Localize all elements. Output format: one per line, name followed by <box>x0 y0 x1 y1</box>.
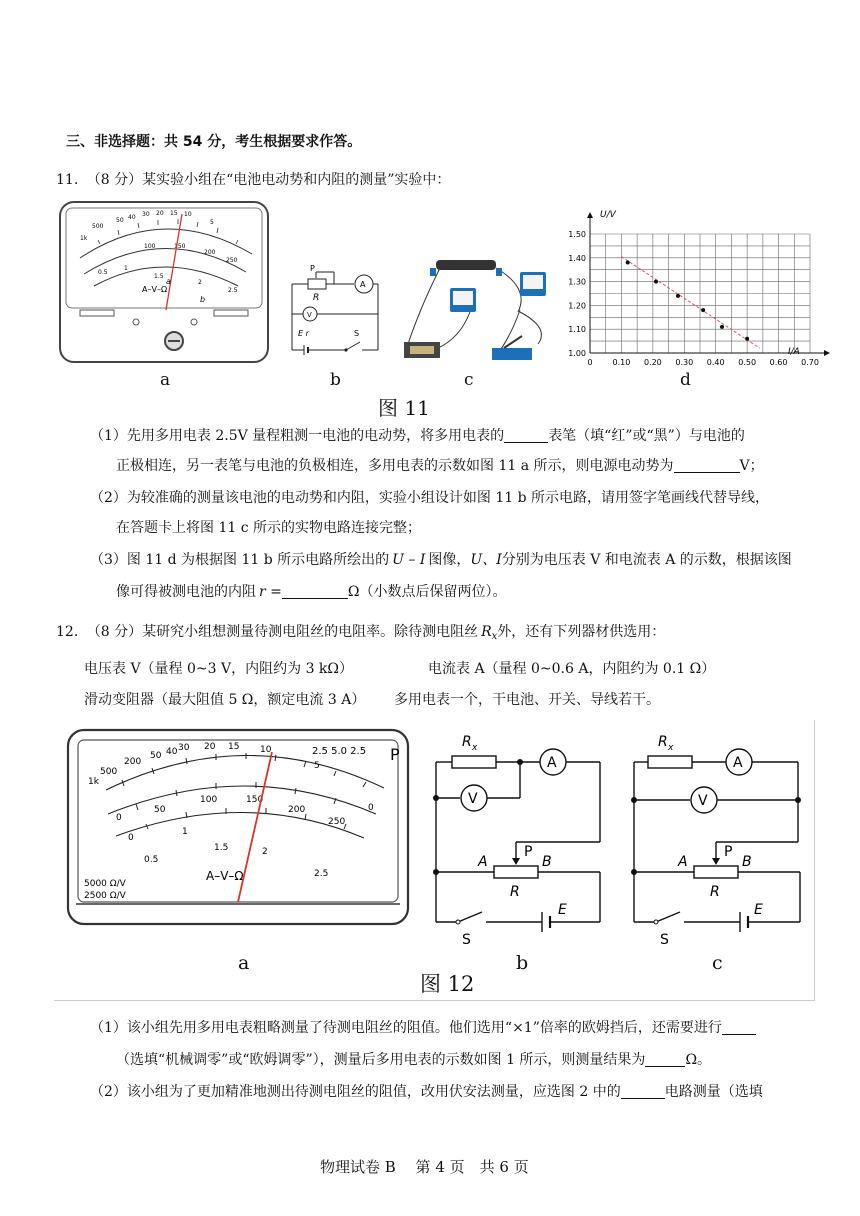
chart11d-data-point <box>676 294 680 298</box>
q12-item-voltmeter: 电压表 V（量程 0~3 V，内阻约为 3 kΩ） <box>84 661 354 677</box>
c12c-Rx-sub: x <box>668 743 674 753</box>
q12-item-rheostat: 滑动变阻器（最大阻值 5 Ω，额定电流 3 A） <box>84 692 366 708</box>
q11-p3-line2 <box>116 582 506 602</box>
q12-p1-line2 <box>116 1050 711 1070</box>
chart11d-xtick-label: 0.70 <box>801 358 819 367</box>
fig11b-label: b <box>330 370 341 390</box>
q11-p3-text-e: 像可得被测电池的内阻 <box>116 584 256 600</box>
m12-mid-tick-2: 100 <box>200 795 218 805</box>
q11-p3-text-b: 图像， <box>428 552 471 568</box>
q11-p1-text-b: 表笔（填“红”或“黑”）与电池的 <box>548 428 745 444</box>
q11-p1-line1 <box>90 426 745 446</box>
m11-ohm-tick-3: 40 <box>128 214 136 221</box>
m12-spec1: 5000 Ω/V <box>84 879 126 889</box>
q11-p1-text-c: 正极相连，另一表笔与电池的负极相连，多用电表的示数如图 11 a 所示，则电源电动势为 <box>116 458 674 474</box>
chart11d-fit-line <box>621 257 759 349</box>
q11-intro-line <box>56 170 450 190</box>
q12-p2-text-a: （2）该小组为了更加精准地测出待测电阻丝的阻值，改用伏安法测量，应选图 2 中的 <box>90 1084 621 1100</box>
fig11d-ui-graph <box>560 200 830 370</box>
m11-label-b: b <box>200 295 206 304</box>
q11-p3-r: r = <box>259 584 282 600</box>
chart11d-data-point <box>626 261 630 265</box>
chart11d-data-point <box>745 337 749 341</box>
c12c-E: E <box>754 902 763 918</box>
q11-p2-line2: 在答题卡上将图 11 c 所示的实物电路连接完整； <box>116 520 422 536</box>
q12-blank-zero[interactable] <box>722 1020 756 1035</box>
q12-p2-text-b: 电路测量（选填 <box>664 1084 763 1100</box>
m11-low-tick-3: 2 <box>198 279 202 286</box>
q11-p3-vars: U、I <box>470 552 502 568</box>
c11-label-R: R <box>313 293 320 303</box>
q12-p1-text-b: （选填“机械调零”或“欧姆调零”），测量后多用电表的示数如图 1 所示，则测量结果为 <box>116 1052 646 1068</box>
chart11d-ytick-label: 1.50 <box>568 230 586 239</box>
q11-p2-line1: （2）为较准确的测量该电池的电动势和内阻，实验小组设计如图 11 b 所示电路，请用签字笔画线代替导线， <box>90 490 770 506</box>
fig11b-circuit <box>280 262 384 360</box>
m12-low-tick-2: 1 <box>182 827 188 837</box>
c11-label-Er: E r <box>298 329 309 338</box>
m12-mid-tick-5: 250 <box>328 817 346 827</box>
m11-ohm-tick-1: 1k <box>80 235 88 242</box>
c12b-Bterm: B <box>542 854 552 870</box>
m11-ohm-tick-0: 500 <box>92 223 104 230</box>
m11-brand: A–V–Ω <box>142 285 168 294</box>
q11-p3-text-d: 分别为电压表 V 和电流表 A 的示数，根据该图 <box>501 552 792 568</box>
m11-mid-tick-1: 150 <box>174 243 186 250</box>
m12-range-text: 2.5 5.0 2.5 <box>312 746 367 757</box>
m12-mid-tick-0: 0 <box>116 813 122 823</box>
q12-rx: R <box>481 624 492 640</box>
chart11d-ytick-label: 1.20 <box>568 301 586 311</box>
c11-label-P: P <box>310 264 315 273</box>
q11-number: 11. <box>56 172 79 188</box>
q12-number: 12. <box>56 624 79 640</box>
q12-p1-line1 <box>90 1018 756 1038</box>
fig12c-label: c <box>712 952 723 974</box>
c11-label-S: S <box>354 329 360 338</box>
m11-low-tick-4: 2.5 <box>228 287 238 294</box>
rheostat <box>436 260 496 270</box>
m11-label-a: a <box>166 277 171 286</box>
q12-item-ammeter: 电流表 A（量程 0~0.6 A，内阻约为 0.1 Ω） <box>428 661 716 677</box>
m11-low-tick-2: 1.5 <box>154 273 164 280</box>
c12c-R: R <box>710 884 720 900</box>
fig11a-multimeter <box>58 200 270 366</box>
chart11d-data-point <box>701 308 705 312</box>
m12-brand: A–V–Ω <box>206 869 244 883</box>
q11-p3-text-f: Ω（小数点后保留两位）。 <box>347 584 507 600</box>
m12-ohm-tick-8: 10 <box>260 745 272 755</box>
chart11d-xtick-label: 0.60 <box>769 358 788 367</box>
c12b-E: E <box>558 902 567 918</box>
m12-mid-tick-4: 200 <box>288 805 306 815</box>
m12-ohm-tick-4: 40 <box>166 747 178 757</box>
chart11d-xtick-label: 0.50 <box>738 358 757 367</box>
c11-label-A: A <box>360 280 366 289</box>
c12c-Aterm: A <box>678 854 688 870</box>
chart11d-ytick-label: 1.40 <box>568 253 586 263</box>
q11-blank-probe[interactable] <box>504 428 548 443</box>
fig11c-label: c <box>464 370 474 390</box>
c12b-Rx-sub: x <box>472 743 478 753</box>
m12-ohm-tick-2: 200 <box>124 757 142 767</box>
c12c-S: S <box>660 932 669 948</box>
q11-p3-ui: U – I <box>392 552 426 568</box>
q12-item-misc: 多用电表一个，干电池、开关、导线若干。 <box>394 692 660 708</box>
section-header: 三、非选择题：共 54 分，考生根据要求作答。 <box>66 134 362 150</box>
chart11d-ylabel: U/V <box>600 210 616 220</box>
m12-low-tick-5: 2.5 <box>314 869 329 879</box>
fig11c-apparatus <box>400 248 560 366</box>
q12-p1-text-a: （1）该小组先用多用电表粗略测量了待测电阻丝的阻值。他们选用“×1”倍率的欧姆挡后，还需要进行 <box>90 1020 722 1036</box>
chart11d-x-arrow <box>824 350 830 356</box>
c12c-Rx: R <box>658 734 668 750</box>
q12-blank-circuit[interactable] <box>621 1084 665 1099</box>
q12-intro-b: 外，还有下列器材供选用： <box>497 624 666 640</box>
chart11d-xtick-label: 0.40 <box>706 358 725 367</box>
q11-blank-r[interactable] <box>282 584 348 599</box>
q11-p1-line2 <box>116 456 764 476</box>
m12-mid-tick-3: 150 <box>246 795 264 805</box>
m12-low-tick-0: 0 <box>128 833 134 843</box>
m12-low-tick-1: 0.5 <box>144 855 159 865</box>
q12-blank-ohm[interactable] <box>645 1052 685 1067</box>
c12b-Rx: R <box>462 734 472 750</box>
m11-ohm-tick-7: 10 <box>184 211 192 218</box>
m12-spec2: 2500 Ω/V <box>84 891 126 901</box>
m12-low-tick-3: 1.5 <box>214 843 229 853</box>
chart11d-xtick-label: 0.10 <box>612 358 631 367</box>
c12c-Bterm: B <box>742 854 752 870</box>
chart11d-ytick-label: 1.10 <box>568 325 586 335</box>
q11-intro: （8 分）某实验小组在“电池电动势和内阻的测量”实验中： <box>86 172 451 188</box>
q12-p1-text-c: Ω。 <box>685 1052 712 1068</box>
m12-ohm-tick-6: 20 <box>204 742 216 752</box>
fig11d-label: d <box>680 370 691 390</box>
chart11d-y-arrow <box>587 212 593 218</box>
m11-ohm-tick-2: 50 <box>116 217 124 224</box>
fig12-caption: 图 12 <box>420 972 475 996</box>
page-footer: 物理试卷 B 第 4 页 共 6 页 <box>320 1158 529 1176</box>
m12-ohm-tick-7: 15 <box>228 742 240 752</box>
c12b-Aterm: A <box>478 854 488 870</box>
q11-p1-text-d: V； <box>739 458 764 474</box>
q12-intro-line <box>56 622 665 647</box>
m11-ohm-tick-5: 20 <box>156 210 164 217</box>
fig12c-circuit <box>626 730 810 950</box>
m12-ohm-tick-5: 30 <box>178 743 190 753</box>
chart11d-xtick-label: 0.30 <box>675 358 694 367</box>
c12b-S: S <box>462 932 471 948</box>
switch-device <box>492 348 532 360</box>
c12b-V: V <box>468 791 478 807</box>
c12c-V: V <box>698 793 708 809</box>
m12-mid-tick-1: 50 <box>154 805 166 815</box>
m12-ohm-tick-3: 50 <box>150 751 162 761</box>
chart11d-xlabel: I/A <box>788 347 800 357</box>
chart11d-data-point <box>720 325 724 329</box>
c12b-R: R <box>510 884 520 900</box>
m11-low-tick-1: 1 <box>124 265 128 272</box>
q12-rx-sub: x <box>491 631 498 642</box>
c12b-A: A <box>547 755 557 771</box>
m11-low-tick-0: 0.5 <box>98 269 108 276</box>
q12-intro-a: （8 分）某研究小组想测量待测电阻丝的电阻率。除待测电阻丝 <box>86 624 479 640</box>
fig11-caption: 图 11 <box>378 396 430 420</box>
c11-label-V: V <box>307 311 312 319</box>
q11-p1-text-a: （1）先用多用电表 2.5V 量程粗测一电池的电动势，将多用电表的 <box>90 428 505 444</box>
m11-ohm-tick-8: 5 <box>210 219 214 226</box>
chart11d-xtick-label: 0.20 <box>643 358 662 367</box>
m11-ohm-tick-6: 15 <box>170 210 178 217</box>
m12-low-tick-4: 2 <box>262 847 268 857</box>
fig12a-multimeter <box>66 728 412 928</box>
q12-p2-line1 <box>90 1082 763 1102</box>
m11-mid-tick-2: 200 <box>204 249 216 256</box>
m11-ohm-tick-4: 30 <box>142 211 150 218</box>
m12-ohm-tick-1: 500 <box>100 767 118 777</box>
fig12a-label: a <box>238 952 250 974</box>
m12-ohm-tick-9: 5 <box>314 761 320 771</box>
chart11d-xtick-label: 0 <box>587 358 593 367</box>
chart11d-ytick-label: 1.00 <box>568 349 586 358</box>
m11-mid-tick-0: 100 <box>144 243 156 250</box>
chart11d-ytick-label: 1.30 <box>568 277 586 287</box>
fig12b-circuit <box>428 730 608 950</box>
chart11d-data-point <box>654 280 658 284</box>
m12-ohm-tick-0: 1k <box>88 777 99 787</box>
c12b-P: P <box>524 844 533 860</box>
q11-p3-text-a: （3）图 11 d 为根据图 11 b 所示电路所绘出的 <box>90 552 390 568</box>
fig12b-label: b <box>516 952 529 974</box>
c12c-A: A <box>733 755 743 771</box>
m11-mid-tick-3: 250 <box>226 257 238 264</box>
m12-ohm-tick-10: 0 <box>368 803 374 813</box>
m12-P: P <box>390 745 400 764</box>
q11-blank-emf[interactable] <box>674 458 740 473</box>
c12c-P: P <box>724 844 733 860</box>
q11-p3-line1 <box>90 550 792 570</box>
fig11a-label: a <box>160 370 171 390</box>
